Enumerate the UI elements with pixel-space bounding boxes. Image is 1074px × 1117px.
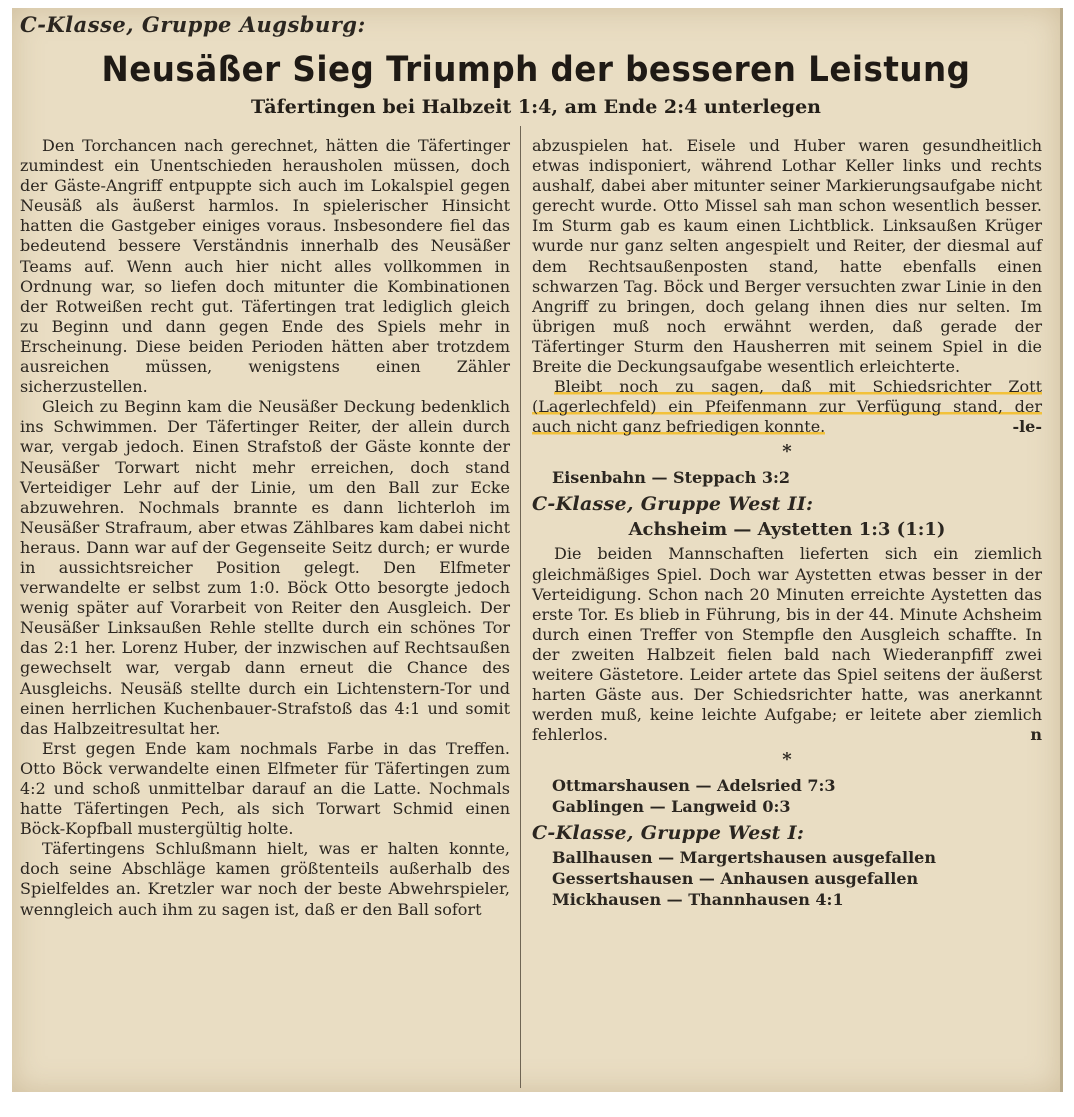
column-divider — [520, 126, 521, 1088]
author-signature: -le- — [1012, 417, 1042, 437]
result-line: Mickhausen — Thannhausen 4:1 — [552, 890, 844, 910]
highlighted-text: Bleibt noch zu sagen, daß mit Schiedsrichter Zott (Lagerlechfeld) ein Pfeifenmann zur Verfügung stand, der auch nicht ganz befriedigen konnte. — [532, 377, 1042, 437]
headline: Neusäßer Sieg Triumph der besseren Leistung — [101, 50, 971, 90]
star-separator: * — [782, 749, 792, 771]
left-column — [20, 136, 510, 920]
result-line: Gablingen — Langweid 0:3 — [552, 797, 791, 817]
section-header: C-Klasse, Gruppe Augsburg: — [20, 12, 366, 37]
group-header: C-Klasse, Gruppe West II: — [532, 493, 814, 516]
result-line: Ballhausen — Margertshausen ausgefallen — [552, 848, 936, 868]
star-separator: * — [782, 441, 792, 463]
article-paragraph: Den Torchancen nach gerechnet, hätten die Täfertinger zumindest ein Unentschieden herausholen müssen, doch der Gäste-Angriff entpuppte sich auch im Lokalspiel gegen Neusäß als äußerst harmlos. In spielerischer Hinsicht hatten die Gastgeber einiges voraus. Insbesondere fiel das bedeutend bessere Verständnis innerhalb des Neusäßer Teams auf. Wenn auch hier nicht alles vollkommen in Ordnung war, so liefen doch mitunter die Kombinationen der Rotweißen recht gut. Täfertingen trat lediglich gleich zu Beginn und dann gegen Ende des Spiels mehr in Erscheinung. Diese beiden Perioden hätten aber trotzdem ausreichen müssen, wenigstens einen Zähler sicherzustellen. — [20, 136, 510, 397]
match-report — [532, 544, 1042, 745]
subheadline: Täfertingen bei Halbzeit 1:4, am Ende 2:4 unterlegen — [251, 96, 821, 118]
highlighted-paragraph — [532, 377, 1042, 437]
result-line: Ottmarshausen — Adelsried 7:3 — [552, 776, 836, 796]
article-continuation: abzuspielen hat. Eisele und Huber waren gesundheitlich etwas indisponiert, während Lothar Keller links und rechts aushalf, dabei aber mitunter seiner Markierungsaufgabe nicht gerecht wurde. Otto Missel sah man schon wesentlich besser. Im Sturm gab es kaum einen Lichtblick. Linksaußen Krüger wurde nur ganz selten angespielt und Reiter, der diesmal auf dem Rechtsaußenposten stand, hatte ebenfalls einen schwarzen Tag. Böck und Berger versuchten zwar Linie in den Angriff zu bringen, doch gelang ihnen dies nur selten. Im übrigen muß noch erwähnt werden, daß gerade der Täfertinger Sturm den Hausherren mit seinem Spiel in die Breite die Deckungsaufgabe wesentlich erleichterte. — [532, 136, 1042, 377]
result-line: Eisenbahn — Steppach 3:2 — [552, 468, 791, 488]
group-header: C-Klasse, Gruppe West I: — [532, 822, 805, 845]
right-column — [532, 136, 1042, 910]
article-paragraph: Erst gegen Ende kam nochmals Farbe in das Treffen. Otto Böck verwandelte einen Elfmeter für Täfertingen zum 4:2 und schoß unmittelbar darauf an die Latte. Nochmals hatte Täfertingen Pech, als sich Torwart Schmid einen Böck-Kopfball mustergültig holte. — [20, 738, 510, 839]
newspaper-clipping — [12, 8, 1063, 1092]
match-report-text: Die beiden Mannschaften lieferten sich ein ziemlich gleichmäßiges Spiel. Doch war Aystetten etwas besser in der Verteidigung. Schon nach 20 Minuten erreichte Aystetten das erste Tor. Es blieb in Führung, bis in der 44. Minute Achsheim durch einen Treffer von Stempfle den Ausgleich schaffte. In der zweiten Halbzeit fielen bald nach Wiederanpfiff zwei weitere Gästetore. Leider artete das Spiel seitens der äußerst harten Gäste aus. Der Schiedsrichter hatte, was anerkannt werden muß, keine leichte Aufgabe; er leitete aber ziemlich fehlerlos. — [532, 544, 1042, 745]
report-initial: n — [1030, 725, 1042, 745]
article-paragraph: Gleich zu Beginn kam die Neusäßer Deckung bedenklich ins Schwimmen. Der Täfertinger Reiter, der allein durch war, vergab jedoch. Einen Strafstoß der Gäste konnte der Neusäßer Torwart nicht mehr erreichen, doch stand Verteidiger Lehr auf der Linie, um den Ball zur Ecke abzuwehren. Nochmals brannte es dann lichterloh im Neusäßer Strafraum, aber etwas Zählbares kam dabei nicht heraus. Dann war auf der Gegenseite Seitz durch; er wurde in aussichtsreicher Position gelegt. Den Elfmeter verwandelte er selbst zum 1:0. Böck Otto besorgte jedoch wenig später auf Vorarbeit von Reiter den Ausgleich. Der Neusäßer Linksaußen Rehle stellte durch ein schönes Tor das 2:1 her. Lorenz Huber, der inzwischen auf Rechtsaußen gewechselt war, vergab dann erneut die Chance des Ausgleichs. Neusäß stellte durch ein Lichtenstern-Tor und einen herrlichen Kuchenbauer-Strafstoß das 4:1 und somit das Halbzeitresultat her. — [20, 397, 510, 738]
match-title: Achsheim — Aystetten 1:3 (1:1) — [628, 519, 946, 541]
article-paragraph: Täfertingens Schlußmann hielt, was er halten konnte, doch seine Abschläge kamen größtenteils außerhalb des Spielfeldes an. Kretzler war noch der beste Abwehrspieler, wenngleich auch ihm zu sagen ist, daß er den Ball sofort — [20, 839, 510, 919]
result-line: Gessertshausen — Anhausen ausgefallen — [552, 869, 919, 889]
